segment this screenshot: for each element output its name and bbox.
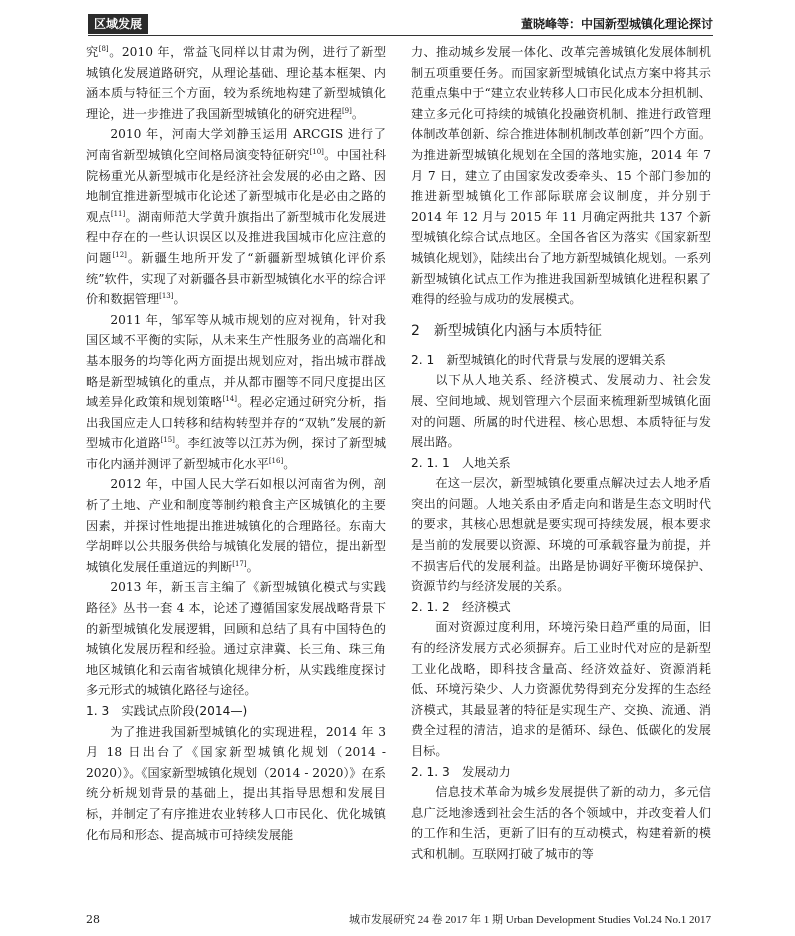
citation: [14] [222, 395, 237, 404]
section-heading-2-1-1: 2. 1. 1 人地关系 [411, 455, 511, 470]
section-heading-2: 2 新型城镇化内涵与本质特征 [411, 322, 602, 339]
citation: [13] [159, 292, 174, 301]
section-heading-2-1-3: 2. 1. 3 发展动力 [411, 764, 511, 779]
text: 2012 年，中国人民大学石如根以河南省为例，剖析了土地、产业和制度等制约粮食主产区城镇化的主要因素，并探讨性地提出推进城镇化的合理路径。东南大学胡畔以公共服务供给与城镇化发展的错位，提出新型城镇化发展任重道远的判断 [86, 477, 386, 574]
paragraph: 为了推进我国新型城镇化的实现进程，2014 年 3 月 18 日出台了《国家新型城镇化规划（2014 - 2020）》。《国家新型城镇化规划（2014 - 2020）》在系统分析规划背景的基础上，提出其指导思想和发展目标，并制定了有序推进农业转移人口市民化、优化城镇化布局和形态、提高城市可持续发展能 [86, 724, 386, 842]
text: 。湖南师范大学黄升旗指出了新型城市化发展进程中存在的一些认识误区以及推进我国城市化应注意的问题 [86, 209, 387, 265]
citation: [8] [98, 44, 109, 53]
text: 。程必定通过研究分析，指出我国应走人口转移和结构转型并存的“双轨”发展的新型城市化道路 [86, 395, 387, 451]
text: 。新疆生地所开发了“新疆新型城镇化评价系统”软件，实现了对新疆各县市新型城镇化水平的综合评价和数据管理 [86, 250, 387, 307]
section-label: 区域发展 [88, 14, 148, 34]
section-heading-2-1: 2. 1 新型城镇化的时代背景与发展的逻辑关系 [411, 352, 666, 367]
page-number: 28 [86, 913, 100, 926]
right-column [411, 42, 711, 865]
text: 。 [351, 106, 365, 121]
paragraph: 面对资源过度利用，环境污染日趋严重的局面，旧有的经济发展方式必须摒弃。后工业时代对应的是新型工业化战略，即科技含量高、经济效益好、资源消耗低、环境污染少、人力资源优势得到充分发挥的生态经济模式，其最显著的特征是实现生产、交换、流通、消费全过程的清洁，追求的是循环、绿色、低碳化的发展目标。 [411, 620, 711, 758]
paragraph [86, 42, 386, 124]
citation: [16] [268, 456, 284, 465]
citation: [12] [112, 250, 127, 259]
section-heading-1-3: 1. 3 实践试点阶段(2014—) [86, 704, 248, 718]
text: 。2010 年，常益飞同样以甘肃为例，进行了新型城镇化发展道路研究，从理论基础、理论基本框架、内涵本质与特征三个方面，较为系统地构建了新型城镇化理论，进一步推进了我国新型城镇化的研究进程 [86, 45, 387, 121]
page-header [88, 14, 713, 34]
paragraph: 以下从人地关系、经济模式、发展动力、社会发展、空间地域、规划管理六个层面来梳理新型城镇化面对的问题、所属的时代进程、核心思想、本质特征与发展出路。 [411, 373, 711, 450]
paragraph [86, 124, 386, 309]
running-title: 董晓峰等：中国新型城镇化理论探讨 [520, 17, 713, 31]
citation: [10] [309, 147, 324, 156]
text: 。中国社科院杨重光从新型城市化是经济社会发展的必由之路、因地制宜推进新型城市化论述了新型城市化是必由之路的观点 [86, 147, 387, 224]
left-column [86, 42, 386, 845]
text: 。 [283, 456, 296, 471]
page-footer [86, 912, 711, 928]
text: 究 [86, 45, 99, 59]
journal-info: 城市发展研究 24 卷 2017 年 1 期 Urban Development Studies Vol.24 No.1 2017 [349, 914, 711, 926]
paragraph: 力、推动城乡发展一体化、改革完善城镇化发展体制机制五项重要任务。而国家新型城镇化试点方案中将其示范重点集中于“建立农业转移人口市民化成本分担机制、建立多元化可持续的城镇化投融资机制、推进行政管理体制改革创新、综合推进体制机制改革创新”四个方面。为推进新型城镇化规划在全国的落地实施，2014 年 7 月 7 日，建立了由国家发改委牵头、15 个部门参加的推进新型城镇化工作部际联席会议制度，并分别于 2014 年 12 月与 2015 年 11 月确定两批共 137 个新型城镇化综合试点地区。全国各省区为落实《国家新型城镇化规划》，陆续出台了地方新型城镇化规划。一系列新型城镇化试点工作为推进我国新型城镇化进程积累了难得的经验与成功的发展模式。 [411, 45, 711, 307]
text: 。 [173, 292, 186, 307]
text: 。李红波等以江苏为例，探讨了新型城市化内涵并测评了新型城市化水平 [86, 436, 387, 471]
paragraph [86, 310, 386, 475]
paragraph: 信息技术革命为城乡发展提供了新的动力，多元信息广泛地渗透到社会生活的各个领域中，并改变着人们的工作和生活，更新了旧有的互动模式，构建着新的模式和机制。互联网打破了城市的等 [411, 785, 711, 861]
text: 。 [246, 559, 259, 574]
header-rule [88, 35, 713, 36]
section-heading-2-1-2: 2. 1. 2 经济模式 [411, 599, 511, 614]
citation: [9] [341, 106, 352, 115]
paragraph [86, 474, 386, 577]
paragraph: 在这一层次，新型城镇化要重点解决过去人地矛盾突出的问题。人地关系由矛盾走向和谐是生态文明时代的要求，其核心思想就是要实现可持续发展，根本要求是当前的发展要以资源、环境的可承载容量为前提，并不损害后代的发展利益。出路是协调好平衡环境保护、资源节约与经济发展的关系。 [411, 476, 711, 594]
citation: [15] [160, 436, 175, 445]
paragraph: 2013 年，新玉言主编了《新型城镇化模式与实践路径》丛书一套 4 本，论述了遵循国家发展战略背景下的新型城镇化发展逻辑，回顾和总结了具有中国特色的城镇化发展历程和经验。通过京津冀、长三角、珠三角地区城镇化和云南省城镇化规律分析，从实践维度探讨多元形式的城镇化路径与途径。 [86, 580, 386, 698]
citation: [17] [232, 559, 247, 568]
text: 2010 年，河南大学刘静玉运用 ARCGIS 进行了河南省新型城镇化空间格局演变特征研究 [86, 127, 386, 162]
text: 2011 年，邹军等从城市规划的应对视角，针对我国区域不平衡的实际，从未来生产性服务业的高端化和基本服务的均等化两方面提出规划应对，指出城市群战略是新型城镇化的重点，并从都市圈等不同尺度提出区域差异化政策和规划策略 [86, 312, 386, 410]
citation: [11] [110, 209, 126, 218]
